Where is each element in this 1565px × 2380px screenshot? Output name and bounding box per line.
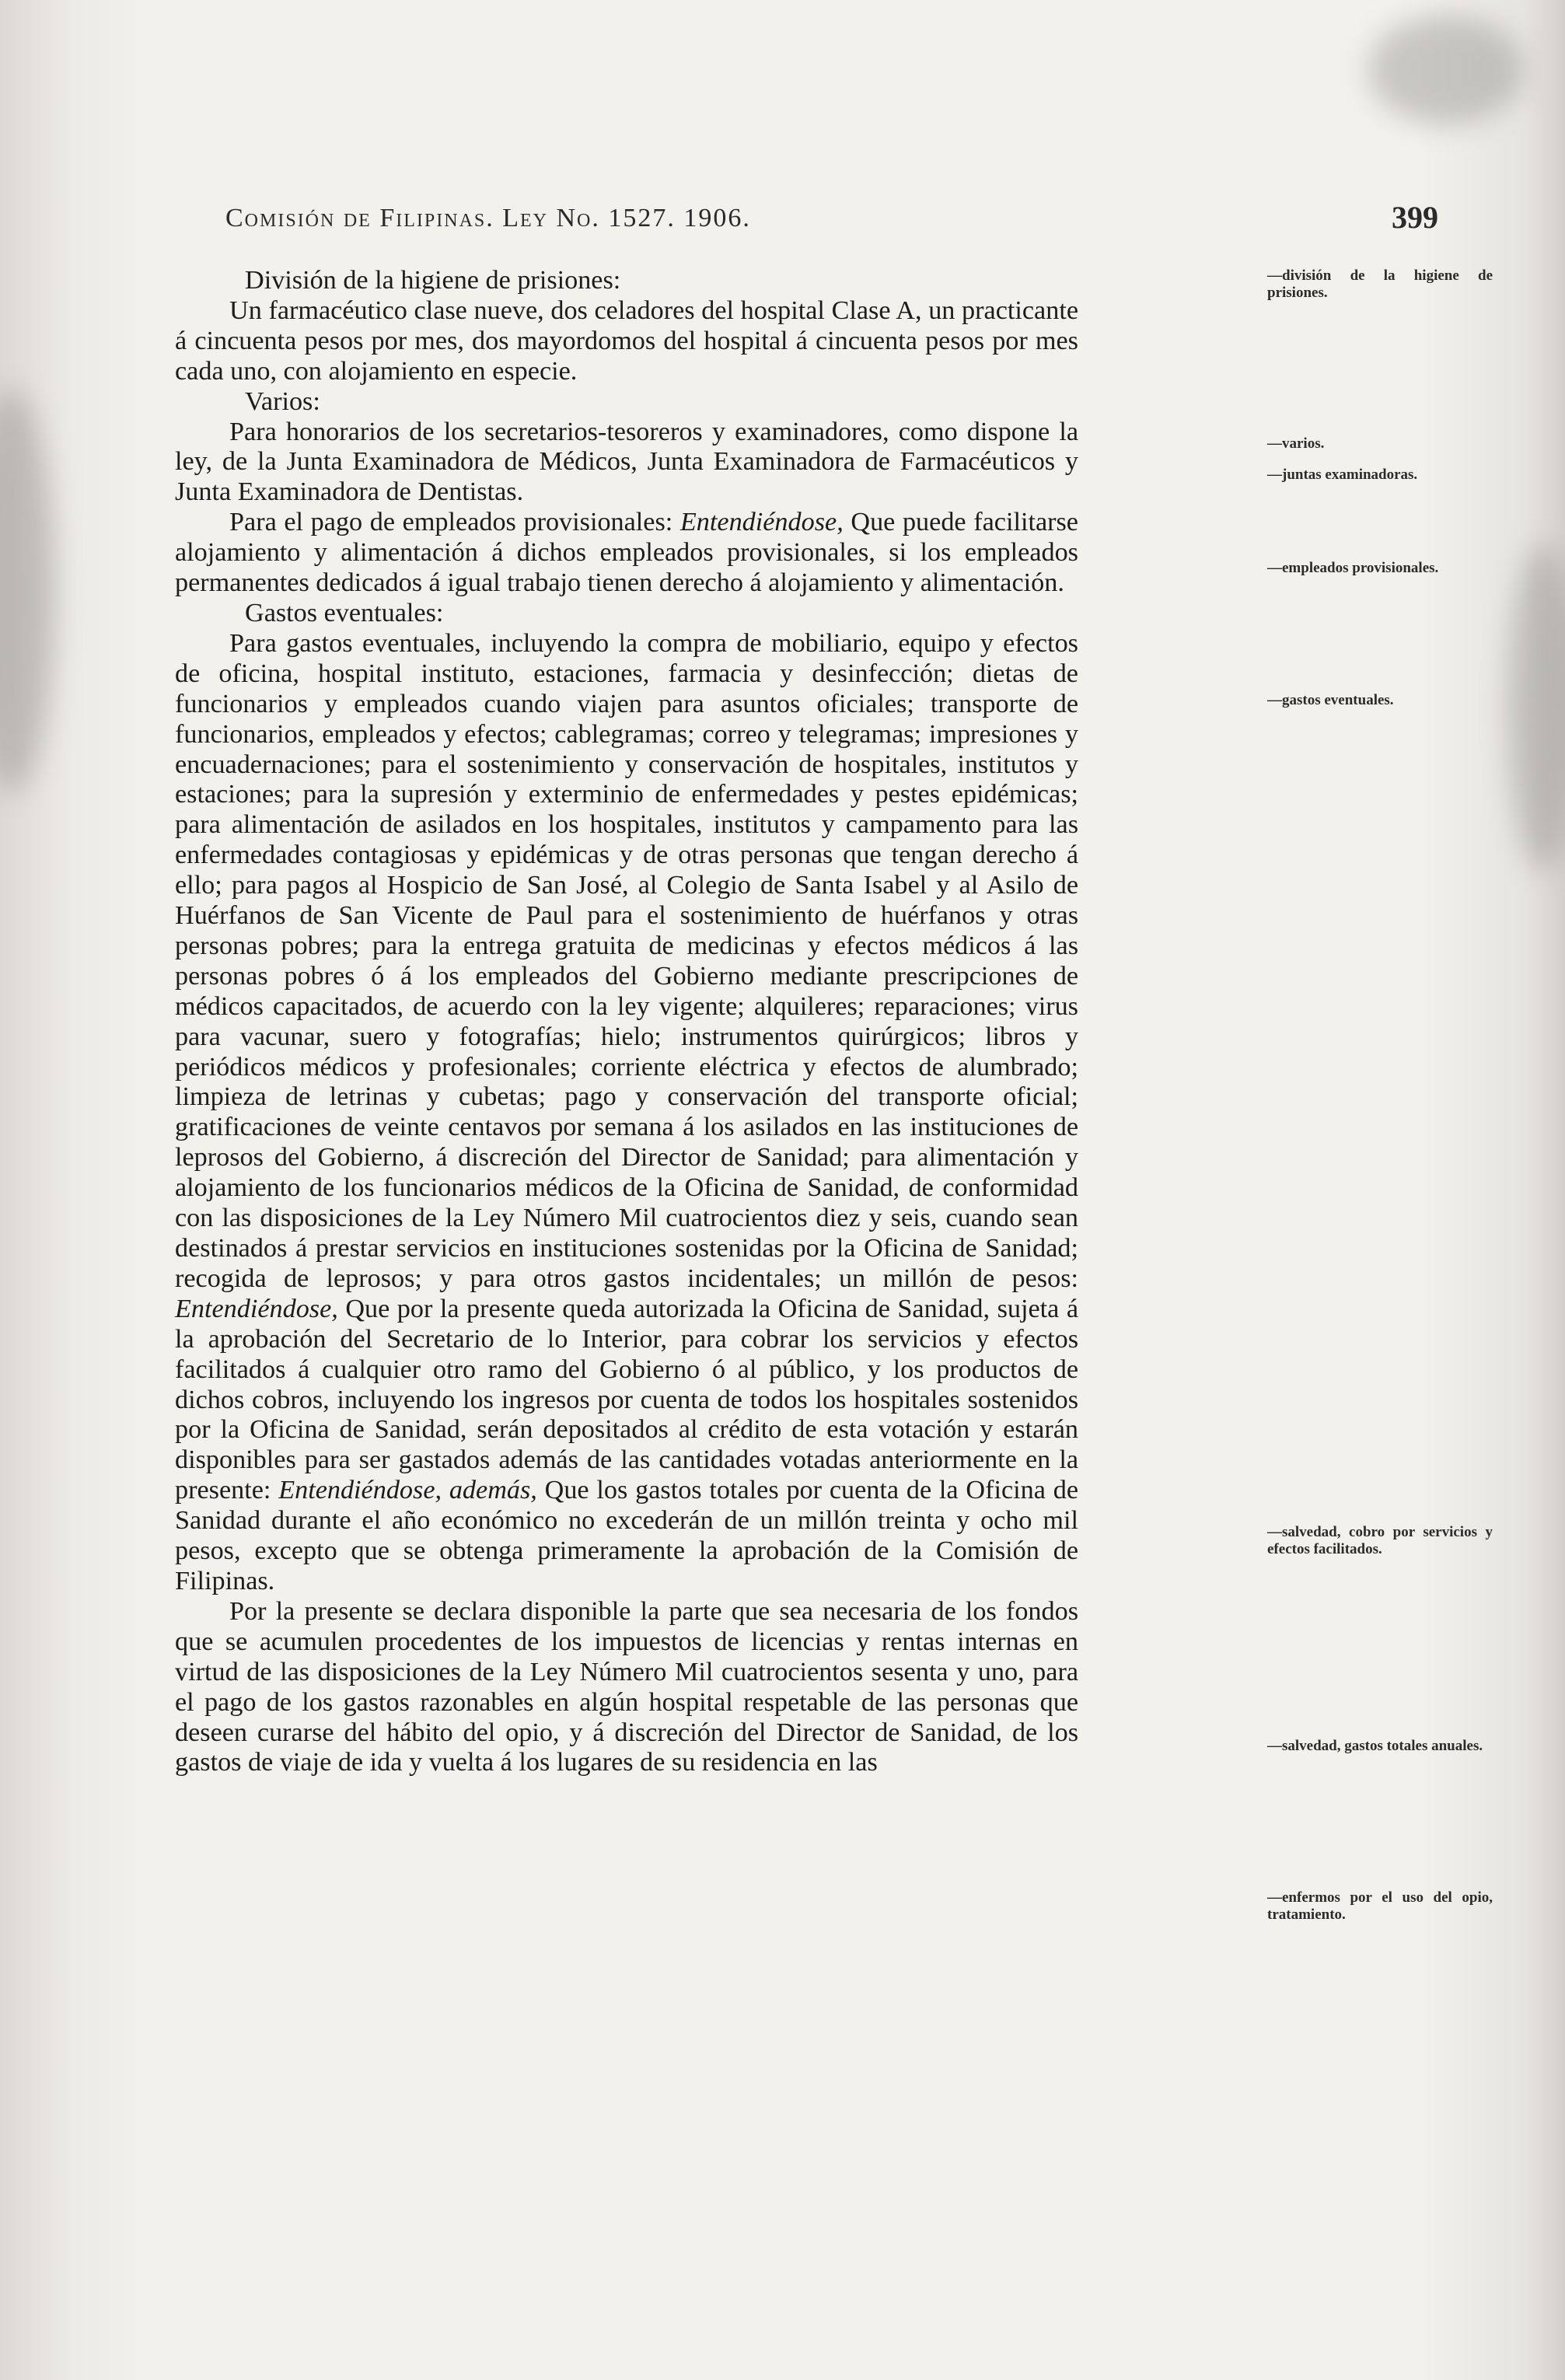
section-heading-varios: Varios:: [245, 386, 320, 416]
ink-blot-top-right: [1368, 16, 1524, 124]
running-title: Comisión de Filipinas. Ley No. 1527. 1906.: [225, 204, 751, 232]
margin-note-opio: —enfermos por el uso del opio, tratamiento.: [1267, 1889, 1493, 1923]
margin-note-totales: —salvedad, gastos totales anuales.: [1267, 1738, 1483, 1754]
margin-note-empleados: —empleados provisionales.: [1267, 560, 1439, 576]
text-run: Que los gastos totales por cuenta de la Oficina de Sanidad durante el año económico no excederán de un millón treinta y ocho mil pesos, excepto que se obtenga primeramente la aprobación de la Comisión de Filipinas.: [175, 1476, 1078, 1595]
text-run: Para el pago de empleados provisionales:: [229, 508, 680, 537]
margin-note-gastos: —gastos eventuales.: [1267, 692, 1394, 708]
text-run: Que puede facilitarse alojamiento y alimentación á dichos empleados provisionales, si los empleados permanentes dedicados á igual trabajo tienen derecho á alojamiento y alimentación.: [175, 508, 1078, 598]
paragraph-opio: Por la presente se declara disponible la parte que sea necesaria de los fondos que se acumulen procedentes de los impuestos de licencias y rentas internas en virtud de las disposiciones de la Ley Número Mil cuatrocientos sesenta y uno, para el pago de los gastos razonables en algún hospital respetable de las personas que deseen curarse del hábito del opio, y á discreción del Director de Sanidad, de los gastos de viaje de ida y vuelta á los lugares de su residencia en las: [175, 1596, 1078, 1777]
margin-note-cobro: —salvedad, cobro por servicios y efectos facilitados.: [1267, 1524, 1493, 1557]
margin-note-prisiones: —división de la higiene de prisiones.: [1267, 267, 1493, 301]
page-header: [225, 200, 1438, 235]
emphasis-text: Entendiéndose,: [175, 1294, 338, 1323]
margin-note-juntas: —juntas examinadoras.: [1267, 467, 1418, 483]
text-run: Para gastos eventuales, incluyendo la compra de mobiliario, equipo y efectos de oficina, hospital instituto, estaciones, farmacia y desinfección; dietas de funcionarios y empleados cuando viajen para asuntos oficiales; transporte de funcionarios, empleados y efectos; cablegramas; correo y telegramas; impresiones y encuadernaciones; para el sostenimiento y conservación de hospitales, institutos y estaciones; para la supresión y exterminio de enfermedades y pestes epidémicas; para alimentación de asilados en los hospitales, institutos y campamento para las enfermedades contagiosas y epidémicas y de otras personas que tengan derecho á ello; para pagos al Hospicio de San José, al Colegio de Santa Isabel y al Asilo de Huérfanos de San Vicente de Paul para el sostenimiento de huérfanos y otras personas pobres; para la entrega gratuita de medicinas y efectos médicos á las personas pobres ó á los empleados del Gobierno mediante prescripciones de médicos capacitados, de acuerdo con la ley vigente; alquileres; reparaciones; virus para vacunar, suero y fotografías; hielo; instrumentos quirúrgicos; libros y periódicos médicos y profesionales; corriente eléctrica y efectos de alumbrado; limpieza de letrinas y cubetas; pago y conservación del transporte oficial; gratificaciones de veinte centavos por semana á los asilados en las instituciones de leprosos del Gobierno, á discreción del Director de Sanidad; para alimentación y alojamiento de los funcionarios médicos de la Oficina de Sanidad, de conformidad con las disposiciones de la Ley Número Mil cuatrocientos diez y seis, cuando sean destinados á prestar servicios en instituciones sostenidas por la Oficina de Sanidad; recogida de leprosos; y para otros gastos incidentales; un millón de pesos:: [175, 628, 1078, 1293]
paragraph-prisiones: Un farmacéutico clase nueve, dos celadores del hospital Clase A, un practicante á cincuenta pesos por mes, dos mayordomos del hospital á cincuenta pesos por mes cada uno, con alojamiento en especie.: [175, 295, 1078, 386]
document-body: [175, 266, 1493, 1923]
paragraph-gastos: [175, 629, 1078, 1597]
margin-note-varios: —varios.: [1267, 435, 1325, 452]
paragraph-juntas: Para honorarios de los secretarios-tesoreros y examinadores, como dispone la ley, de la Junta Examinadora de Médicos, Junta Examinadora de Farmacéuticos y Junta Examinadora de Dentistas.: [175, 417, 1078, 507]
section-heading-prisiones: División de la higiene de prisiones:: [245, 266, 621, 295]
text-run: Que por la presente queda autorizada la Oficina de Sanidad, sujeta á la aprobación del Secretario de lo Interior, para cobrar los servicios y efectos facilitados á cualquier otro ramo del Gobierno ó al público, y los productos de dichos cobros, incluyendo los ingresos por cuenta de todos los hospitales sostenidos por la Oficina de Sanidad, serán depositados al crédito de esta votación y estarán disponibles para ser gastados además de las cantidades votadas anteriormente en la presente:: [175, 1294, 1078, 1505]
paragraph-empleados: [175, 508, 1078, 599]
emphasis-text: Entendiéndose, además,: [278, 1476, 537, 1505]
page-number: 399: [1392, 200, 1438, 235]
emphasis-text: Entendiéndose,: [679, 508, 844, 537]
section-heading-gastos: Gastos eventuales:: [245, 598, 444, 627]
